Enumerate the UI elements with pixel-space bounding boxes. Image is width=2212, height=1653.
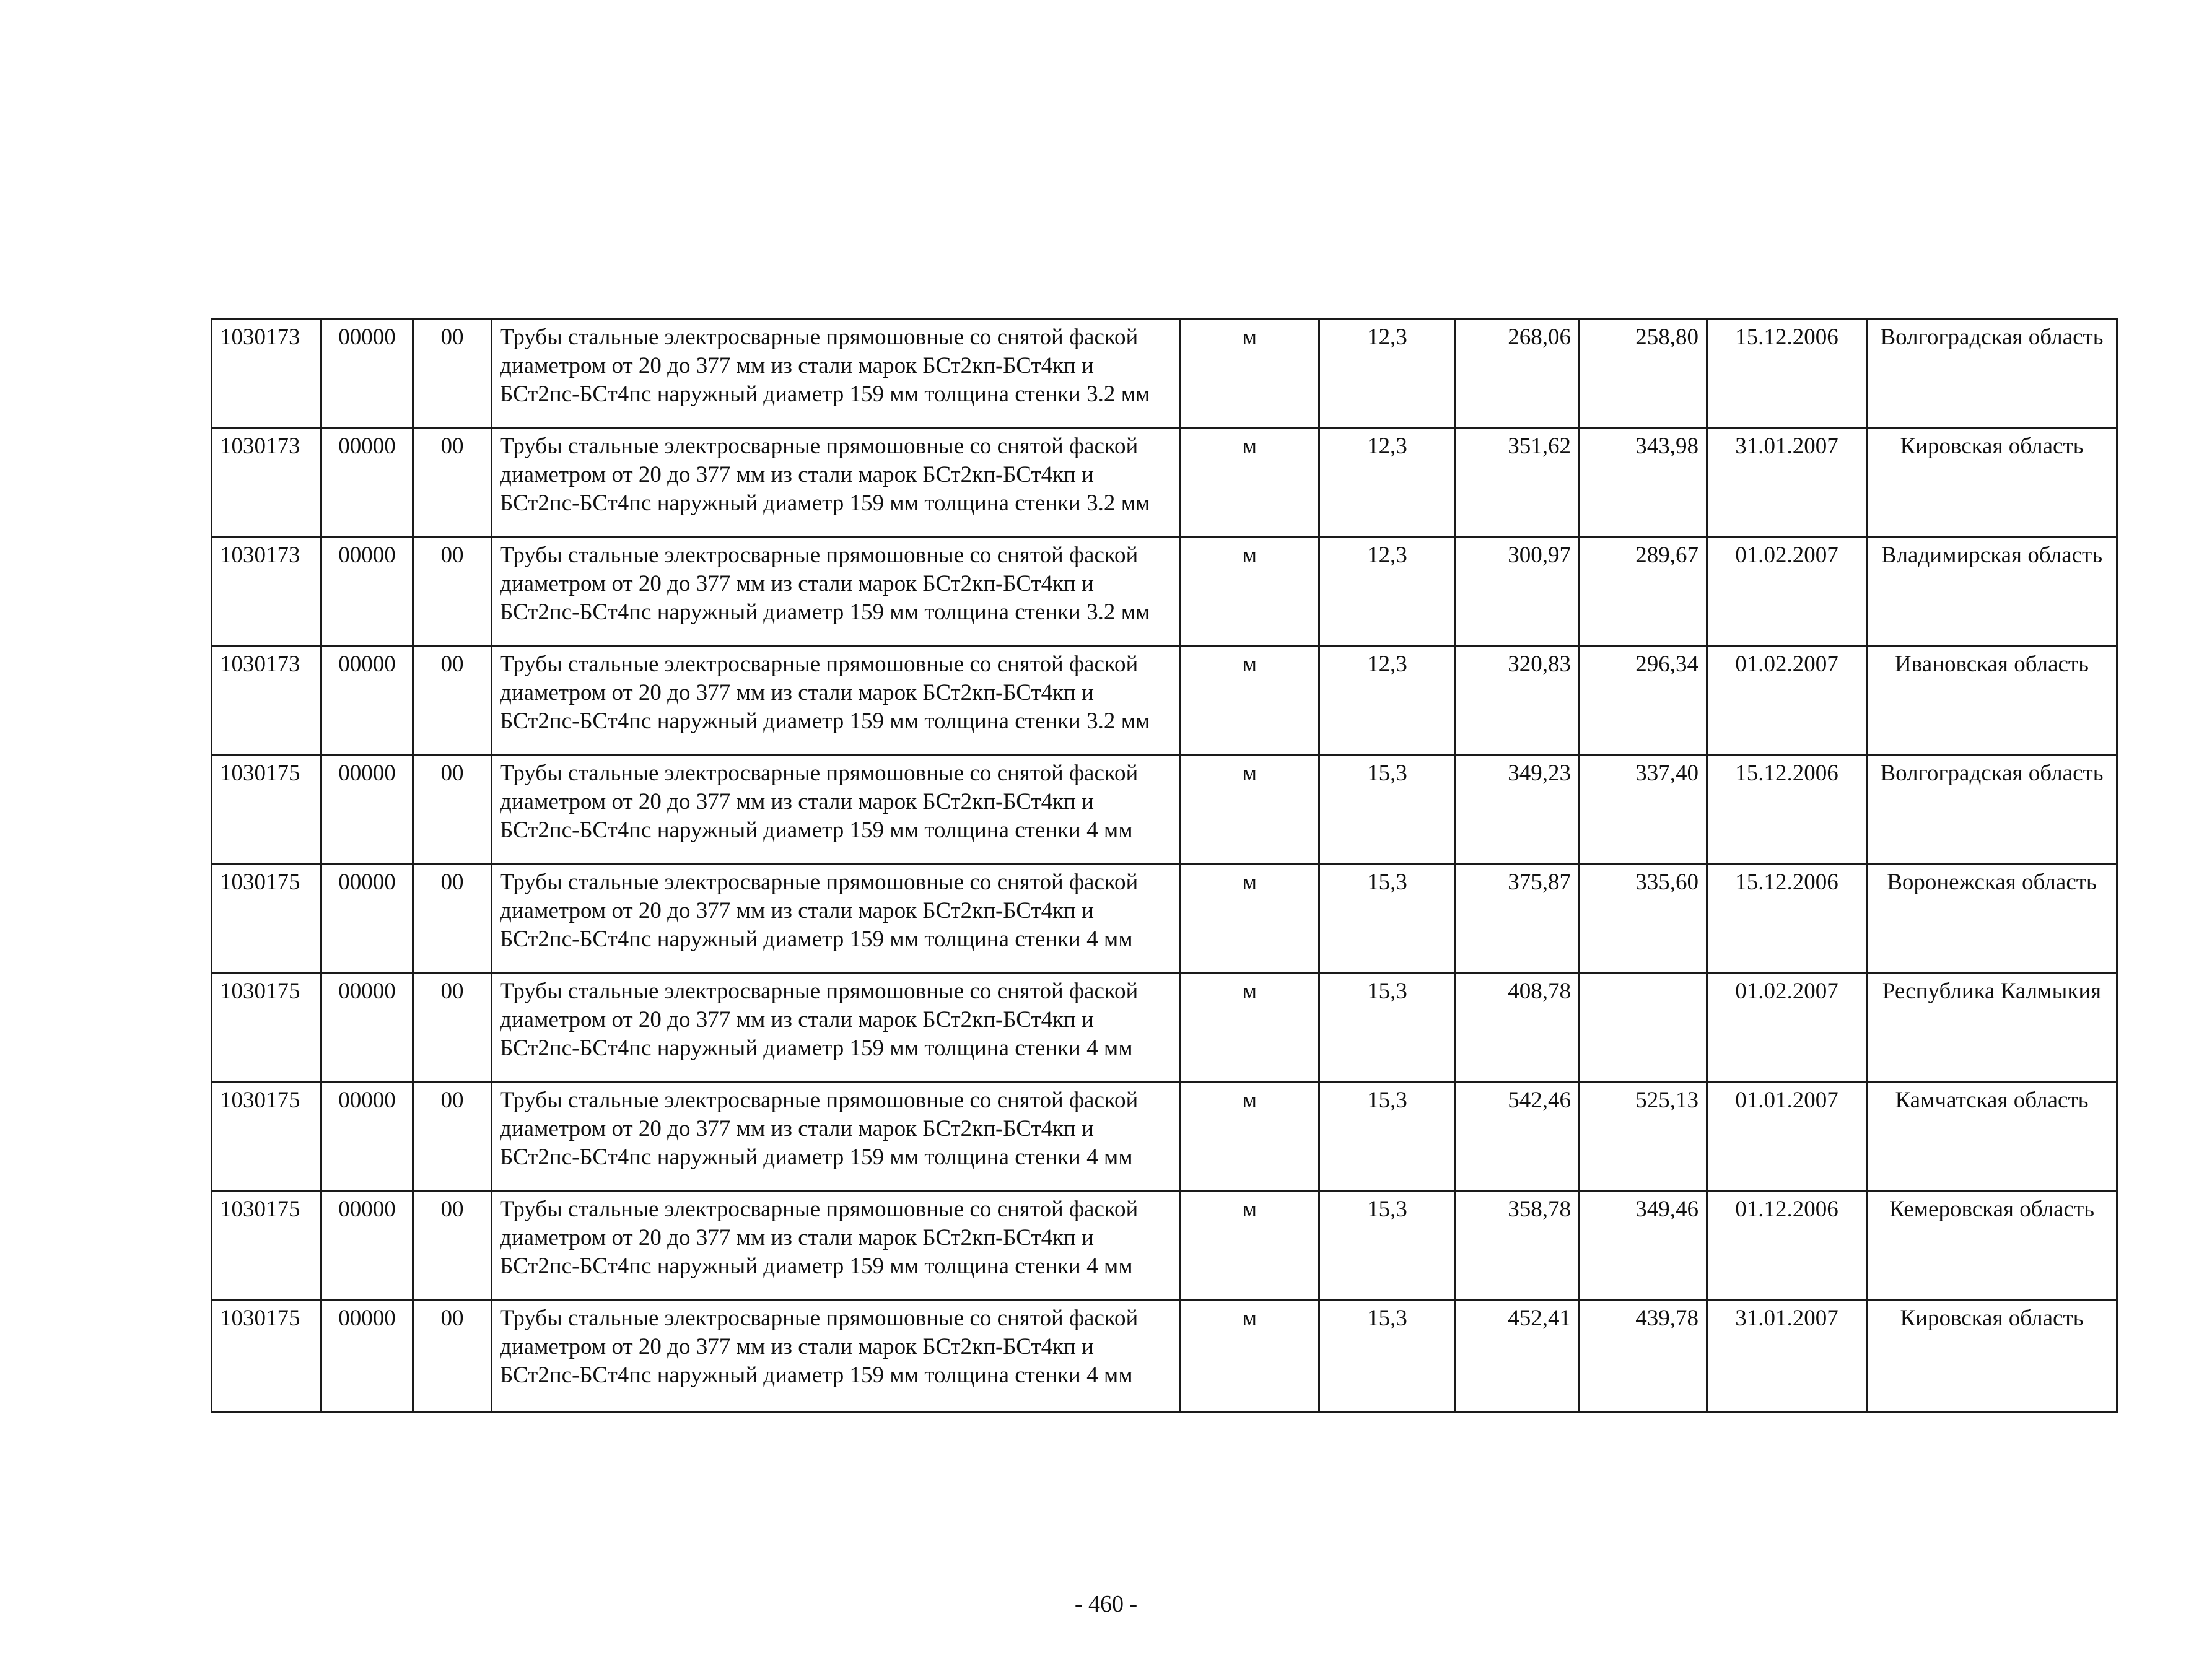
subcode-cell: 00000 — [321, 646, 413, 755]
date-cell: 01.02.2007 — [1707, 973, 1867, 1082]
price-without-vat-cell — [1580, 973, 1707, 1082]
table-row — [212, 319, 2117, 428]
resource-code-cell: 1030175 — [212, 864, 321, 973]
region-cell: Ивановская область — [1867, 646, 2117, 755]
mass-cell: 12,3 — [1319, 428, 1456, 537]
resource-name-cell: Трубы стальные электросварные прямошовные со снятой фаской диаметром от 20 до 377 мм из стали марок БСт2кп-БСт4кп и БСт2пс-БСт4пс наружный диаметр 159 мм толщина стенки 4 мм — [492, 1300, 1181, 1413]
date-cell: 01.02.2007 — [1707, 537, 1867, 646]
mass-cell: 15,3 — [1319, 973, 1456, 1082]
date-cell: 31.01.2007 — [1707, 1300, 1867, 1413]
resource-name-cell: Трубы стальные электросварные прямошовные со снятой фаской диаметром от 20 до 377 мм из стали марок БСт2кп-БСт4кп и БСт2пс-БСт4пс наружный диаметр 159 мм толщина стенки 4 мм — [492, 755, 1181, 864]
table-row — [212, 1300, 2117, 1413]
resource-name-cell: Трубы стальные электросварные прямошовные со снятой фаской диаметром от 20 до 377 мм из стали марок БСт2кп-БСт4кп и БСт2пс-БСт4пс наружный диаметр 159 мм толщина стенки 4 мм — [492, 1191, 1181, 1300]
price-without-vat-cell: 337,40 — [1580, 755, 1707, 864]
resource-code-cell: 1030173 — [212, 537, 321, 646]
price-cell: 452,41 — [1456, 1300, 1580, 1413]
table-row — [212, 973, 2117, 1082]
price-without-vat-cell: 439,78 — [1580, 1300, 1707, 1413]
price-cell: 349,23 — [1456, 755, 1580, 864]
mass-cell: 12,3 — [1319, 646, 1456, 755]
suffix-cell: 00 — [413, 1191, 492, 1300]
date-cell: 15.12.2006 — [1707, 755, 1867, 864]
resource-code-cell: 1030175 — [212, 973, 321, 1082]
price-cell: 300,97 — [1456, 537, 1580, 646]
subcode-cell: 00000 — [321, 1082, 413, 1191]
date-cell: 31.01.2007 — [1707, 428, 1867, 537]
mass-cell: 12,3 — [1319, 319, 1456, 428]
unit-cell: м — [1181, 1191, 1319, 1300]
table-row — [212, 428, 2117, 537]
resource-code-cell: 1030173 — [212, 646, 321, 755]
region-cell: Волгоградская область — [1867, 319, 2117, 428]
price-cell: 351,62 — [1456, 428, 1580, 537]
price-cell: 268,06 — [1456, 319, 1580, 428]
price-without-vat-cell: 343,98 — [1580, 428, 1707, 537]
subcode-cell: 00000 — [321, 864, 413, 973]
subcode-cell: 00000 — [321, 755, 413, 864]
unit-cell: м — [1181, 864, 1319, 973]
date-cell: 01.02.2007 — [1707, 646, 1867, 755]
mass-cell: 12,3 — [1319, 537, 1456, 646]
price-without-vat-cell: 289,67 — [1580, 537, 1707, 646]
resource-code-cell: 1030173 — [212, 319, 321, 428]
resource-code-cell: 1030175 — [212, 1082, 321, 1191]
resource-name-cell: Трубы стальные электросварные прямошовные со снятой фаской диаметром от 20 до 377 мм из стали марок БСт2кп-БСт4кп и БСт2пс-БСт4пс наружный диаметр 159 мм толщина стенки 3.2 мм — [492, 646, 1181, 755]
price-without-vat-cell: 296,34 — [1580, 646, 1707, 755]
region-cell: Республика Калмыкия — [1867, 973, 2117, 1082]
date-cell: 15.12.2006 — [1707, 864, 1867, 973]
price-cell: 358,78 — [1456, 1191, 1580, 1300]
mass-cell: 15,3 — [1319, 1191, 1456, 1300]
price-cell: 320,83 — [1456, 646, 1580, 755]
price-cell: 408,78 — [1456, 973, 1580, 1082]
price-table — [211, 318, 2118, 1413]
region-cell: Кировская область — [1867, 1300, 2117, 1413]
mass-cell: 15,3 — [1319, 1300, 1456, 1413]
resource-name-cell: Трубы стальные электросварные прямошовные со снятой фаской диаметром от 20 до 377 мм из стали марок БСт2кп-БСт4кп и БСт2пс-БСт4пс наружный диаметр 159 мм толщина стенки 3.2 мм — [492, 428, 1181, 537]
date-cell: 01.01.2007 — [1707, 1082, 1867, 1191]
table-row — [212, 1082, 2117, 1191]
region-cell: Кировская область — [1867, 428, 2117, 537]
suffix-cell: 00 — [413, 646, 492, 755]
resource-code-cell: 1030173 — [212, 428, 321, 537]
mass-cell: 15,3 — [1319, 864, 1456, 973]
unit-cell: м — [1181, 1300, 1319, 1413]
resource-code-cell: 1030175 — [212, 1191, 321, 1300]
resource-name-cell: Трубы стальные электросварные прямошовные со снятой фаской диаметром от 20 до 377 мм из стали марок БСт2кп-БСт4кп и БСт2пс-БСт4пс наружный диаметр 159 мм толщина стенки 3.2 мм — [492, 319, 1181, 428]
price-cell: 375,87 — [1456, 864, 1580, 973]
unit-cell: м — [1181, 537, 1319, 646]
subcode-cell: 00000 — [321, 319, 413, 428]
unit-cell: м — [1181, 755, 1319, 864]
suffix-cell: 00 — [413, 1300, 492, 1413]
region-cell: Волгоградская область — [1867, 755, 2117, 864]
resource-code-cell: 1030175 — [212, 755, 321, 864]
price-without-vat-cell: 349,46 — [1580, 1191, 1707, 1300]
suffix-cell: 00 — [413, 537, 492, 646]
subcode-cell: 00000 — [321, 973, 413, 1082]
suffix-cell: 00 — [413, 319, 492, 428]
page-number: - 460 - — [1074, 1591, 1138, 1617]
table-row — [212, 864, 2117, 973]
suffix-cell: 00 — [413, 973, 492, 1082]
date-cell: 15.12.2006 — [1707, 319, 1867, 428]
table-body — [212, 319, 2117, 1413]
mass-cell: 15,3 — [1319, 1082, 1456, 1191]
suffix-cell: 00 — [413, 755, 492, 864]
table-row — [212, 537, 2117, 646]
unit-cell: м — [1181, 428, 1319, 537]
unit-cell: м — [1181, 973, 1319, 1082]
table-row — [212, 755, 2117, 864]
price-without-vat-cell: 525,13 — [1580, 1082, 1707, 1191]
resource-name-cell: Трубы стальные электросварные прямошовные со снятой фаской диаметром от 20 до 377 мм из стали марок БСт2кп-БСт4кп и БСт2пс-БСт4пс наружный диаметр 159 мм толщина стенки 4 мм — [492, 864, 1181, 973]
resource-name-cell: Трубы стальные электросварные прямошовные со снятой фаской диаметром от 20 до 377 мм из стали марок БСт2кп-БСт4кп и БСт2пс-БСт4пс наружный диаметр 159 мм толщина стенки 4 мм — [492, 1082, 1181, 1191]
suffix-cell: 00 — [413, 864, 492, 973]
subcode-cell: 00000 — [321, 428, 413, 537]
resource-name-cell: Трубы стальные электросварные прямошовные со снятой фаской диаметром от 20 до 377 мм из стали марок БСт2кп-БСт4кп и БСт2пс-БСт4пс наружный диаметр 159 мм толщина стенки 3.2 мм — [492, 537, 1181, 646]
price-cell: 542,46 — [1456, 1082, 1580, 1191]
subcode-cell: 00000 — [321, 537, 413, 646]
region-cell: Владимирская область — [1867, 537, 2117, 646]
unit-cell: м — [1181, 319, 1319, 428]
region-cell: Кемеровская область — [1867, 1191, 2117, 1300]
region-cell: Камчатская область — [1867, 1082, 2117, 1191]
suffix-cell: 00 — [413, 428, 492, 537]
subcode-cell: 00000 — [321, 1300, 413, 1413]
suffix-cell: 00 — [413, 1082, 492, 1191]
table-row — [212, 646, 2117, 755]
price-without-vat-cell: 258,80 — [1580, 319, 1707, 428]
mass-cell: 15,3 — [1319, 755, 1456, 864]
resource-code-cell: 1030175 — [212, 1300, 321, 1413]
unit-cell: м — [1181, 1082, 1319, 1191]
date-cell: 01.12.2006 — [1707, 1191, 1867, 1300]
region-cell: Воронежская область — [1867, 864, 2117, 973]
price-without-vat-cell: 335,60 — [1580, 864, 1707, 973]
table-row — [212, 1191, 2117, 1300]
subcode-cell: 00000 — [321, 1191, 413, 1300]
resource-name-cell: Трубы стальные электросварные прямошовные со снятой фаской диаметром от 20 до 377 мм из стали марок БСт2кп-БСт4кп и БСт2пс-БСт4пс наружный диаметр 159 мм толщина стенки 4 мм — [492, 973, 1181, 1082]
unit-cell: м — [1181, 646, 1319, 755]
